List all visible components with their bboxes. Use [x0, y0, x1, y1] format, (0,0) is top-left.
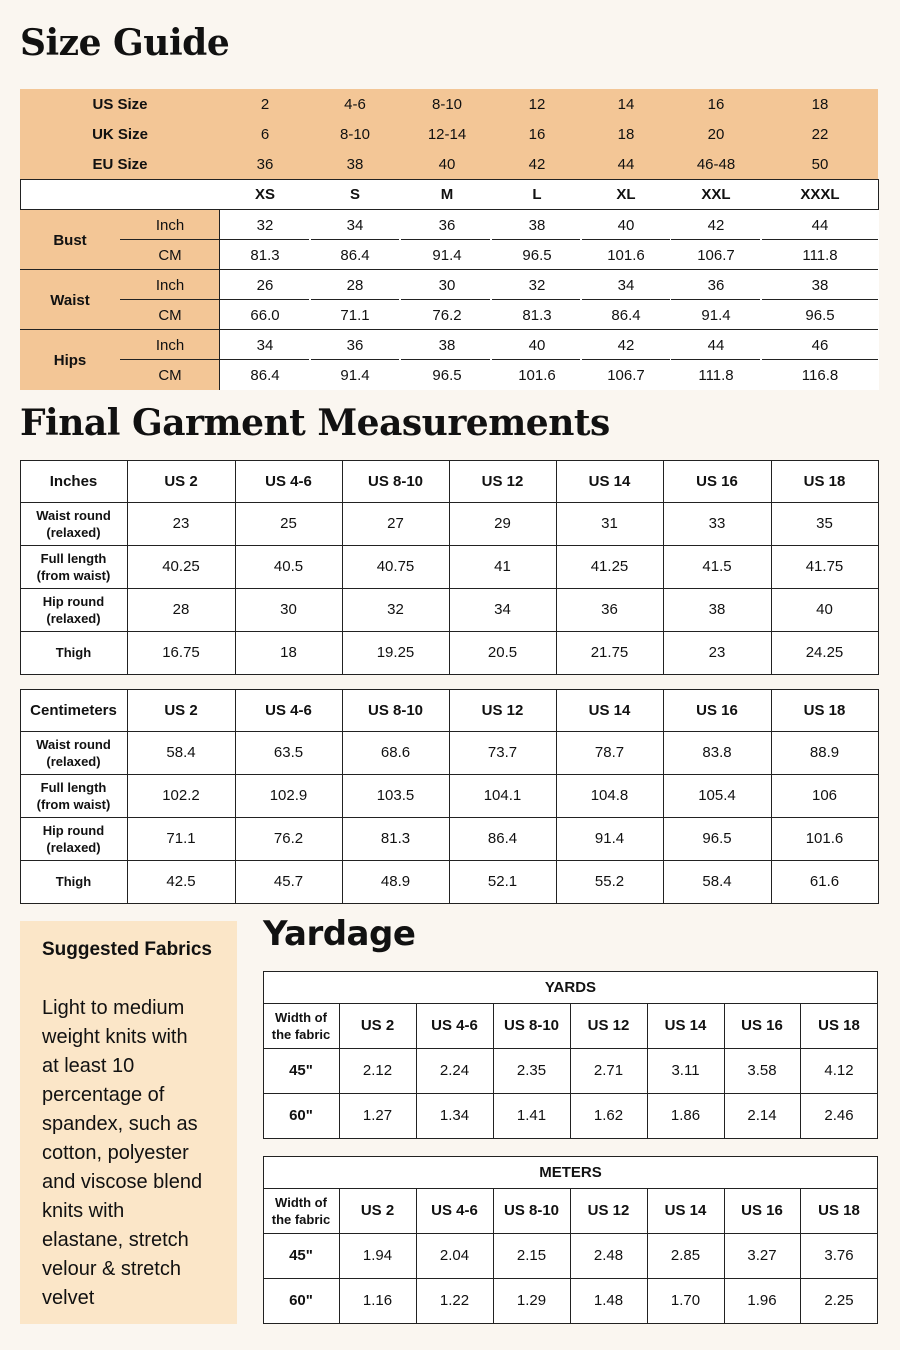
measure-value: 16.75: [162, 644, 200, 661]
size-header: US 4-6: [431, 1202, 478, 1219]
measure-value: 31: [601, 515, 618, 532]
measure-value: 19.25: [376, 644, 415, 661]
inch-value: 38: [811, 276, 829, 294]
measure-value: 28: [172, 601, 190, 618]
body-measure-label: Waist: [50, 291, 90, 309]
measure-value: 18: [280, 644, 297, 661]
letter-size: XL: [616, 186, 636, 203]
inch-value: 42: [707, 216, 725, 234]
grid-line: [311, 359, 399, 360]
measure-value: 106: [811, 787, 838, 804]
conversion-value: 44: [617, 155, 635, 173]
yardage-value: 2.85: [670, 1247, 701, 1264]
width-of-fabric-label: Width of the fabric: [271, 1194, 331, 1227]
grid-line: [492, 299, 580, 300]
conversion-value: 12-14: [427, 125, 467, 143]
fabric-text-line: elastane, stretch: [42, 1229, 189, 1251]
grid-line: [220, 239, 309, 240]
cm-value: 86.4: [250, 366, 280, 384]
grid-line: [762, 299, 878, 300]
yardage-value: 2.48: [593, 1247, 624, 1264]
measure-value: 45.7: [273, 873, 304, 890]
inch-value: 32: [256, 216, 274, 234]
measure-label: Full length (from waist): [36, 779, 111, 812]
measure-value: 105.4: [698, 787, 736, 804]
conversion-row-label: EU Size: [92, 155, 148, 173]
yardage-title: Yardage: [263, 914, 416, 954]
cm-value: 86.4: [611, 306, 641, 324]
inch-value: 36: [438, 216, 456, 234]
body-measure-label: Hips: [53, 351, 87, 369]
measure-value: 76.2: [273, 830, 304, 847]
grid-line: [556, 460, 557, 674]
cm-value: 111.8: [698, 366, 734, 384]
measure-value: 102.2: [162, 787, 200, 804]
cm-value: 91.4: [340, 366, 370, 384]
conversion-value: 6: [260, 125, 270, 143]
unit-label: CM: [158, 306, 182, 324]
measure-value: 35: [816, 515, 833, 532]
measure-value: 68.6: [380, 744, 411, 761]
measure-value: 40.5: [273, 558, 304, 575]
grid-line: [449, 460, 450, 674]
measure-value: 20.5: [487, 644, 518, 661]
unit-header: Inches: [49, 472, 98, 490]
measure-value: 23: [172, 515, 190, 532]
grid-line: [556, 689, 557, 903]
inch-value: 36: [707, 276, 725, 294]
size-header: US 12: [481, 472, 524, 490]
size-guide-title: Size Guide: [20, 22, 230, 64]
measure-value: 21.75: [590, 644, 629, 661]
conversion-value: 42: [528, 155, 546, 173]
size-header: US 12: [587, 1202, 630, 1219]
grid-line: [235, 460, 236, 674]
grid-line: [762, 359, 878, 360]
grid-line: [724, 1188, 725, 1323]
yardage-value: 1.27: [362, 1107, 393, 1124]
fabric-text-line: weight knits with: [42, 1026, 188, 1048]
grid-line: [449, 689, 450, 903]
size-header: US 14: [664, 1017, 707, 1034]
conversion-value: 14: [617, 95, 635, 113]
yardage-value: 1.62: [593, 1107, 624, 1124]
inch-value: 34: [617, 276, 635, 294]
grid-line: [127, 460, 128, 674]
grid-line: [492, 239, 580, 240]
cm-value: 71.1: [340, 306, 370, 324]
grid-line: [724, 1003, 725, 1138]
fabric-text-line: velour & stretch: [42, 1258, 181, 1280]
size-header: US 12: [587, 1017, 630, 1034]
measure-value: 24.25: [805, 644, 844, 661]
measure-value: 102.9: [269, 787, 308, 804]
suggested-fabrics-title: Suggested Fabrics: [42, 939, 212, 960]
size-header: US 18: [818, 1202, 860, 1219]
measure-value: 42.5: [166, 873, 196, 890]
measure-value: 71.1: [166, 830, 196, 847]
width-of-fabric-label: Width of the fabric: [271, 1009, 331, 1042]
yardage-value: 3.27: [747, 1247, 777, 1264]
size-header: US 8-10: [367, 472, 424, 490]
measure-value: 41.75: [805, 558, 844, 575]
fabric-text-line: cotton, polyester: [42, 1142, 189, 1164]
yardage-value: 2.71: [593, 1062, 624, 1079]
grid-line: [219, 210, 220, 390]
measure-value: 86.4: [487, 830, 518, 847]
size-header: US 2: [164, 472, 198, 490]
size-header: US 4-6: [431, 1017, 478, 1034]
fabric-text-line: knits with: [42, 1200, 125, 1222]
size-header: US 14: [588, 472, 631, 490]
yardage-value: 1.34: [439, 1107, 470, 1124]
cm-value: 106.7: [697, 246, 735, 264]
measure-value: 58.4: [166, 744, 196, 761]
grid-line: [671, 299, 760, 300]
conversion-value: 8-10: [339, 125, 371, 143]
fabric-text-line: percentage of: [42, 1084, 165, 1106]
inch-value: 32: [528, 276, 546, 294]
yardage-value: 3.11: [671, 1062, 700, 1079]
inch-value: 40: [528, 336, 546, 354]
unit-label: Inch: [155, 336, 185, 354]
grid-line: [671, 359, 760, 360]
measure-label: Waist round (relaxed): [36, 507, 111, 540]
measure-value: 41.25: [590, 558, 629, 575]
grid-line: [127, 689, 128, 903]
grid-line: [492, 359, 580, 360]
measure-value: 96.5: [702, 830, 732, 847]
yardage-unit-header: YARDS: [544, 978, 597, 996]
size-header: US 16: [741, 1017, 783, 1034]
cm-value: 111.8: [802, 246, 838, 264]
grid-line: [220, 299, 309, 300]
cm-value: 86.4: [340, 246, 370, 264]
unit-header: Centimeters: [30, 701, 117, 719]
conversion-value: 22: [811, 125, 829, 143]
measure-value: 101.6: [805, 830, 844, 847]
cm-value: 96.5: [805, 306, 835, 324]
grid-line: [647, 1188, 648, 1323]
inch-value: 34: [346, 216, 364, 234]
grid-line: [311, 239, 399, 240]
cm-value: 91.4: [701, 306, 731, 324]
cm-value: 96.5: [432, 366, 462, 384]
yardage-value: 1.86: [670, 1107, 701, 1124]
conversion-row-label: UK Size: [92, 125, 148, 143]
cm-value: 81.3: [250, 246, 280, 264]
inch-value: 30: [438, 276, 456, 294]
grid-line: [401, 239, 490, 240]
inch-value: 38: [528, 216, 546, 234]
fabric-width-label: 45": [289, 1062, 313, 1079]
measure-value: 55.2: [594, 873, 625, 890]
size-header: US 18: [803, 701, 846, 719]
inch-value: 26: [256, 276, 274, 294]
grid-line: [493, 1188, 494, 1323]
measure-value: 81.3: [380, 830, 411, 847]
measure-value: 78.7: [594, 744, 625, 761]
measure-value: 41.5: [702, 558, 732, 575]
size-header: US 2: [164, 701, 198, 719]
yardage-value: 1.96: [747, 1292, 777, 1309]
measure-value: 58.4: [702, 873, 732, 890]
measure-label: Waist round (relaxed): [36, 736, 111, 769]
grid-line: [493, 1003, 494, 1138]
unit-label: CM: [158, 366, 182, 384]
fabric-text-line: and viscose blend: [42, 1171, 203, 1193]
measure-value: 32: [387, 601, 404, 618]
grid-line: [582, 359, 670, 360]
grid-line: [800, 1188, 801, 1323]
grid-line: [235, 689, 236, 903]
size-header: US 14: [664, 1202, 707, 1219]
size-header: US 14: [588, 701, 631, 719]
grid-line: [647, 1003, 648, 1138]
measure-value: 63.5: [273, 744, 304, 761]
conversion-value: 40: [438, 155, 456, 173]
yardage-value: 2.14: [747, 1107, 777, 1124]
cm-value: 76.2: [432, 306, 462, 324]
measure-value: 73.7: [487, 744, 518, 761]
yardage-value: 2.35: [516, 1062, 547, 1079]
letter-size: XXL: [701, 186, 731, 203]
fabric-text-line: velvet: [42, 1287, 95, 1309]
inch-value: 42: [617, 336, 635, 354]
grid-line: [570, 1188, 571, 1323]
grid-line: [342, 689, 343, 903]
measure-value: 40.25: [162, 558, 200, 575]
yardage-value: 4.12: [824, 1062, 854, 1079]
inch-value: 44: [707, 336, 725, 354]
measure-label: Hip round (relaxed): [42, 593, 105, 626]
size-header: US 4-6: [265, 701, 312, 719]
grid-line: [120, 239, 220, 240]
conversion-value: 36: [256, 155, 274, 173]
inch-value: 28: [346, 276, 364, 294]
yardage-value: 2.15: [516, 1247, 547, 1264]
grid-line: [671, 239, 760, 240]
yardage-value: 2.24: [439, 1062, 470, 1079]
conversion-value: 38: [346, 155, 364, 173]
cm-value: 96.5: [522, 246, 552, 264]
measure-value: 48.9: [380, 873, 411, 890]
measure-value: 33: [708, 515, 726, 532]
inch-value: 36: [346, 336, 364, 354]
yardage-value: 1.48: [593, 1292, 624, 1309]
yardage-value: 1.29: [516, 1292, 547, 1309]
unit-label: Inch: [155, 216, 185, 234]
measure-value: 36: [601, 601, 618, 618]
measure-label: Full length (from waist): [36, 550, 111, 583]
measure-value: 88.9: [809, 744, 840, 761]
grid-line: [663, 460, 664, 674]
measure-value: 52.1: [487, 873, 518, 890]
cm-value: 66.0: [250, 306, 280, 324]
measure-value: 91.4: [594, 830, 625, 847]
size-header: US 2: [360, 1202, 395, 1219]
fabric-width-label: 60": [289, 1107, 313, 1124]
cm-value: 101.6: [518, 366, 556, 384]
size-header: US 8-10: [367, 701, 424, 719]
measure-value: 104.1: [483, 787, 522, 804]
grid-line: [342, 460, 343, 674]
measure-value: 40: [816, 601, 833, 618]
grid-line: [416, 1003, 417, 1138]
conversion-value: 16: [707, 95, 725, 113]
conversion-value: 46-48: [696, 155, 736, 173]
measure-value: 104.8: [590, 787, 629, 804]
measure-value: 38: [708, 601, 726, 618]
yardage-value: 2.46: [824, 1107, 854, 1124]
inch-value: 34: [256, 336, 274, 354]
cm-value: 81.3: [522, 306, 552, 324]
yardage-value: 1.16: [362, 1292, 393, 1309]
conversion-value: 12: [528, 95, 546, 113]
grid-line: [771, 689, 772, 903]
conversion-value: 18: [811, 95, 829, 113]
measure-value: 40.75: [376, 558, 415, 575]
conversion-value: 50: [811, 155, 829, 173]
grid-line: [663, 689, 664, 903]
yardage-value: 3.76: [824, 1247, 854, 1264]
letter-size: XS: [254, 186, 275, 203]
yardage-value: 1.70: [670, 1292, 701, 1309]
letter-size: S: [349, 186, 360, 203]
size-header: US 2: [360, 1017, 395, 1034]
yardage-value: 2.25: [824, 1292, 854, 1309]
grid-line: [771, 460, 772, 674]
size-header: US 18: [803, 472, 846, 490]
measure-value: 29: [494, 515, 511, 532]
grid-line: [120, 299, 220, 300]
grid-line: [220, 359, 309, 360]
yardage-value: 1.41: [516, 1107, 547, 1124]
size-header: US 16: [696, 701, 738, 719]
fabric-width-label: 45": [289, 1247, 313, 1264]
measure-label: Thigh: [55, 874, 92, 889]
measure-value: 103.5: [376, 787, 415, 804]
cm-value: 116.8: [801, 366, 839, 384]
letter-size: M: [440, 186, 454, 203]
grid-line: [800, 1003, 801, 1138]
unit-label: Inch: [155, 276, 185, 294]
conversion-value: 4-6: [344, 95, 366, 113]
yardage-unit-header: METERS: [539, 1163, 602, 1181]
inch-value: 38: [438, 336, 456, 354]
grid-line: [582, 299, 670, 300]
size-header: US 18: [818, 1017, 860, 1034]
measure-value: 61.6: [809, 873, 840, 890]
inch-value: 46: [811, 336, 829, 354]
size-header: US 4-6: [265, 472, 312, 490]
measure-label: Hip round (relaxed): [42, 822, 105, 855]
measure-value: 23: [708, 644, 726, 661]
size-header: US 8-10: [503, 1017, 560, 1034]
conversion-value: 2: [260, 95, 270, 113]
grid-line: [339, 1188, 340, 1323]
inch-value: 44: [811, 216, 829, 234]
measure-value: 83.8: [702, 744, 732, 761]
conversion-value: 8-10: [431, 95, 463, 113]
size-header: US 16: [696, 472, 738, 490]
cm-value: 101.6: [607, 246, 645, 264]
letter-size: L: [532, 186, 542, 203]
fabric-text-line: at least 10: [42, 1055, 135, 1077]
fabric-text-line: spandex, such as: [42, 1113, 198, 1135]
measure-label: Thigh: [55, 645, 92, 660]
measure-value: 30: [280, 601, 297, 618]
measure-value: 34: [494, 601, 511, 618]
conversion-value: 20: [707, 125, 725, 143]
grid-line: [401, 299, 490, 300]
yardage-value: 2.12: [362, 1062, 393, 1079]
final-garment-title: Final Garment Measurements: [20, 402, 610, 444]
cm-value: 91.4: [432, 246, 462, 264]
grid-line: [120, 359, 220, 360]
grid-line: [570, 1003, 571, 1138]
yardage-value: 2.04: [439, 1247, 470, 1264]
measure-value: 41: [494, 558, 511, 575]
letter-size: XXXL: [800, 186, 840, 203]
fabric-width-label: 60": [289, 1292, 313, 1309]
yardage-value: 1.22: [439, 1292, 470, 1309]
size-header: US 8-10: [503, 1202, 560, 1219]
size-header: US 16: [741, 1202, 783, 1219]
unit-label: CM: [158, 246, 182, 264]
size-header: US 12: [481, 701, 524, 719]
measure-value: 27: [387, 515, 404, 532]
measure-value: 25: [280, 515, 297, 532]
inch-value: 40: [617, 216, 635, 234]
grid-line: [416, 1188, 417, 1323]
grid-line: [401, 359, 490, 360]
grid-line: [311, 299, 399, 300]
grid-line: [762, 239, 878, 240]
conversion-row-label: US Size: [92, 95, 148, 113]
yardage-value: 3.58: [747, 1062, 777, 1079]
body-measure-label: Bust: [53, 231, 87, 249]
fabric-text-line: Light to medium: [42, 997, 185, 1019]
conversion-value: 18: [617, 125, 635, 143]
cm-value: 106.7: [607, 366, 645, 384]
grid-line: [582, 239, 670, 240]
grid-line: [339, 1003, 340, 1138]
yardage-value: 1.94: [362, 1247, 393, 1264]
conversion-value: 16: [528, 125, 546, 143]
